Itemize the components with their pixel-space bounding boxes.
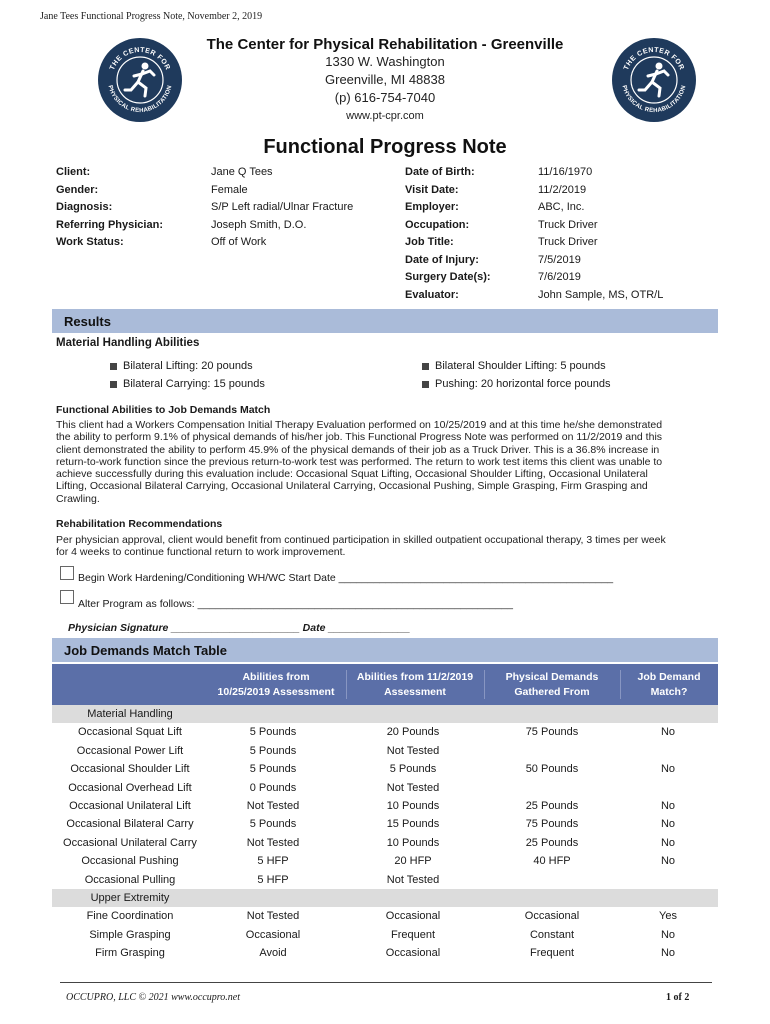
table-row (52, 815, 718, 833)
info-value: ABC, Inc. (538, 201, 585, 213)
table-cell: 5 Pounds (249, 818, 297, 831)
svg-text:THE CENTER FOR: THE CENTER FOR (623, 46, 685, 72)
table-cell: Occasional (524, 910, 580, 923)
functional-abilities-paragraph (56, 419, 718, 505)
column-header-text: Gathered From (514, 686, 590, 698)
work-hardening-checkbox[interactable] (60, 566, 74, 580)
table-row (52, 723, 718, 741)
bullet-square-icon (422, 381, 429, 388)
table-cell: No (660, 836, 676, 849)
info-value: 11/16/1970 (538, 166, 593, 178)
table-cell: Occasional Shoulder Lift (70, 763, 190, 776)
table-group-row (52, 705, 718, 723)
column-header (348, 670, 482, 700)
document-title: Functional Progress Note (263, 136, 507, 158)
table-cell: Occasional Power Lift (76, 744, 184, 757)
footer-divider (60, 982, 712, 983)
table-cell: Occasional Overhead Lift (68, 781, 192, 794)
job-demands-section-header: Job Demands Match Table (52, 638, 718, 662)
table-cell: Occasional Unilateral Carry (63, 836, 197, 849)
table-cell: 50 Pounds (525, 763, 579, 776)
table-cell: Not Tested (246, 836, 300, 849)
table-cell: 5 Pounds (389, 763, 437, 776)
address-line-2: Greenville, MI 48838 (325, 72, 445, 87)
list-item (422, 357, 611, 375)
table-cell: Not Tested (386, 744, 440, 757)
table-cell: 15 Pounds (386, 818, 440, 831)
info-label: Visit Date: (405, 183, 459, 196)
info-label: Date of Birth: (405, 166, 475, 178)
info-value: 7/5/2019 (538, 253, 581, 266)
table-cell: Not Tested (246, 800, 300, 812)
table-cell: No (660, 928, 676, 941)
info-label: Occupation: (405, 218, 470, 231)
table-cell: Frequent (529, 947, 575, 960)
physician-signature-line: Physician Signature ______________________ Date ______________ (68, 622, 411, 634)
column-header (486, 670, 618, 700)
info-row (405, 182, 663, 200)
work-hardening-line: Begin Work Hardening/Conditioning WH/WC Start Date _______________________________________________ (78, 572, 614, 584)
column-header-text: Assessment (384, 686, 446, 698)
column-divider (346, 670, 347, 699)
table-cell: Occasional (385, 947, 441, 960)
info-label: Surgery Date(s): (405, 271, 491, 283)
client-info-left (56, 164, 353, 252)
table-cell: Fine Coordination (86, 910, 174, 923)
table-row (52, 944, 718, 962)
column-header-text: Physical Demands (505, 671, 599, 683)
column-header-text: Job Demand (637, 671, 701, 683)
table-cell: 10 Pounds (386, 800, 440, 812)
organization-header (180, 36, 590, 125)
table-cell: No (660, 763, 676, 776)
alter-program-checkbox[interactable] (60, 590, 74, 604)
bullet-square-icon (110, 363, 117, 370)
phone-number: (p) 616-754-7040 (334, 90, 436, 105)
list-item-text: Pushing: 20 horizontal force pounds (435, 378, 611, 390)
paragraph-line: return-to-work function since the previous return-to-work test was performed. The return to work test items this client was unable to (56, 455, 663, 468)
bullet-square-icon (110, 381, 117, 388)
column-header-text: Abilities from 11/2/2019 (356, 671, 474, 683)
table-cell: 25 Pounds (525, 800, 579, 812)
svg-text:THE CENTER FOR: THE CENTER FOR (109, 46, 171, 72)
info-row (405, 269, 663, 287)
table-row (52, 834, 718, 852)
table-cell: 5 HFP (257, 873, 289, 886)
table-row (52, 871, 718, 889)
list-item-text: Bilateral Lifting: 20 pounds (123, 360, 253, 372)
table-row (52, 779, 718, 797)
footer-copyright: OCCUPRO, LLC © 2021 www.occupro.net (66, 992, 240, 1003)
table-cell: Constant (529, 928, 575, 941)
list-item-text: Bilateral Carrying: 15 pounds (123, 378, 265, 390)
clinic-logo-left (98, 38, 182, 122)
table-cell: Simple Grasping (89, 928, 171, 941)
table-group-row (52, 889, 718, 907)
info-value: John Sample, MS, OTR/L (538, 288, 664, 301)
results-section-header: Results (52, 309, 718, 333)
address-line-1: 1330 W. Washington (325, 54, 445, 69)
info-row (405, 164, 663, 182)
table-cell: Occasional Pushing (81, 855, 179, 868)
alter-program-line: Alter Program as follows: ______________________________________________________ (78, 598, 513, 610)
table-cell: 5 Pounds (249, 726, 297, 739)
table-cell: No (660, 726, 676, 739)
info-row (56, 217, 353, 235)
info-label: Client: (56, 166, 91, 178)
table-cell: 20 Pounds (386, 726, 440, 739)
table-cell: 40 HFP (533, 855, 571, 868)
info-row (56, 182, 353, 200)
table-row (52, 760, 718, 778)
table-cell: Occasional (245, 928, 301, 941)
paragraph-line: achieve successfully during this evaluation include: Occasional Squat Lifting, Occasional Shoulder Lifting, Occasional Unilateral (56, 468, 648, 481)
list-item-text: Bilateral Shoulder Lifting: 5 pounds (435, 360, 606, 372)
table-cell: Not Tested (386, 781, 440, 794)
bullet-square-icon (422, 363, 429, 370)
table-cell: Occasional Squat Lift (78, 726, 182, 739)
list-item (110, 375, 265, 393)
paragraph-line: Lifting, Occasional Bilateral Carrying, Occasional Unilateral Carrying, Occasional Pushing, Simple Grasping, Firm Grasping and (56, 480, 648, 493)
info-value: S/P Left radial/Ulnar Fracture (211, 201, 354, 213)
info-label: Job Title: (405, 236, 454, 248)
info-value: 7/6/2019 (538, 271, 581, 283)
paragraph-line: for 4 weeks to continue functional return to work improvement. (56, 546, 346, 559)
table-cell: No (660, 818, 676, 831)
table-cell: Avoid (259, 947, 287, 960)
info-value: Joseph Smith, D.O. (211, 218, 307, 231)
table-cell: Not Tested (386, 873, 440, 886)
column-header (208, 670, 344, 700)
table-cell: Not Tested (246, 910, 300, 923)
table-cell: 25 Pounds (525, 836, 579, 849)
info-row (56, 199, 353, 217)
table-cell: Occasional (385, 910, 441, 923)
svg-text:PHYSICAL REHABILITATION: PHYSICAL REHABILITATION (620, 84, 688, 115)
table-header (52, 664, 718, 705)
table-cell: 5 HFP (257, 855, 289, 868)
table-cell: 10 Pounds (386, 836, 440, 849)
paragraph-line: client demonstrated the ability to perform 45.9% of the physical demands of their job as a Truck Driver. This is a 36.8% increase in (56, 443, 660, 456)
column-header-text: Abilities from (242, 671, 310, 683)
table-cell: Firm Grasping (95, 947, 165, 960)
table-row (52, 797, 718, 815)
table-row (52, 907, 718, 925)
info-label: Employer: (405, 201, 459, 213)
running-header: Jane Tees Functional Progress Note, November 2, 2019 (40, 11, 263, 22)
svg-text:PHYSICAL REHABILITATION: PHYSICAL REHABILITATION (106, 84, 174, 115)
abilities-list-right (422, 357, 611, 393)
group-label: Upper Extremity (90, 892, 170, 904)
rehab-recommendations-heading: Rehabilitation Recommendations (56, 518, 223, 530)
table-row (52, 742, 718, 760)
paragraph-line: This client had a Workers Compensation Initial Therapy Evaluation performed on 10/25/2019 and at this time he/she demonstrated (56, 419, 663, 431)
info-row (405, 234, 663, 252)
column-header-text: Match? (650, 686, 688, 698)
clinic-logo-right (612, 38, 696, 122)
info-row (56, 164, 353, 182)
info-row (405, 252, 663, 270)
info-row (405, 199, 663, 217)
info-label: Referring Physician: (56, 218, 163, 231)
organization-name: The Center for Physical Rehabilitation - Greenville (206, 36, 564, 53)
table-row (52, 926, 718, 944)
table-cell: 0 Pounds (249, 781, 297, 794)
table-cell: Occasional Unilateral Lift (69, 800, 191, 812)
list-item (110, 357, 265, 375)
column-header (620, 670, 718, 700)
table-row (52, 852, 718, 870)
material-handling-heading: Material Handling Abilities (56, 337, 200, 349)
table-cell: No (660, 855, 676, 868)
list-item (422, 375, 611, 393)
functional-abilities-heading: Functional Abilities to Job Demands Match (56, 404, 271, 416)
paragraph-line: Per physician approval, client would benefit from continued participation in skilled outpatient occupational therapy, 3 times per week (56, 534, 666, 546)
info-value: Off of Work (211, 236, 267, 248)
column-header-text: 10/25/2019 Assessment (217, 686, 335, 698)
info-label: Evaluator: (405, 288, 459, 301)
table-cell: Occasional Pulling (84, 873, 176, 886)
info-label: Date of Injury: (405, 253, 479, 266)
column-divider (484, 670, 485, 699)
table-cell: 5 Pounds (249, 763, 297, 776)
table-cell: 75 Pounds (525, 726, 579, 739)
table-cell: 5 Pounds (249, 744, 297, 757)
info-label: Gender: (56, 183, 99, 196)
rehab-recommendations-paragraph (56, 534, 718, 559)
table-cell: No (660, 800, 676, 812)
info-value: Jane Q Tees (211, 166, 273, 178)
table-cell: 75 Pounds (525, 818, 579, 831)
info-row (405, 217, 663, 235)
abilities-list-left (110, 357, 265, 393)
info-value: Female (211, 183, 248, 196)
page-number: 1 of 2 (666, 992, 690, 1003)
table-cell: No (660, 947, 676, 960)
info-value: Truck Driver (538, 218, 598, 231)
table-cell: Frequent (390, 928, 436, 941)
info-row (405, 287, 663, 305)
group-label: Material Handling (87, 708, 173, 720)
paragraph-line: the ability to perform 9.1% of physical demands of his/her job. This Functional Progress Note was performed on 11/2/2019 and this (56, 431, 663, 444)
paragraph-line: Crawling. (56, 492, 100, 505)
info-value: 11/2/2019 (538, 183, 587, 196)
table-cell: Occasional Bilateral Carry (66, 818, 194, 831)
client-info-right (405, 164, 663, 304)
info-label: Diagnosis: (56, 201, 113, 213)
info-value: Truck Driver (538, 236, 598, 248)
table-cell: 20 HFP (394, 855, 432, 868)
info-label: Work Status: (56, 236, 124, 248)
table-cell: Yes (659, 910, 677, 923)
info-row (56, 234, 353, 252)
website[interactable]: www.pt-cpr.com (346, 110, 424, 122)
